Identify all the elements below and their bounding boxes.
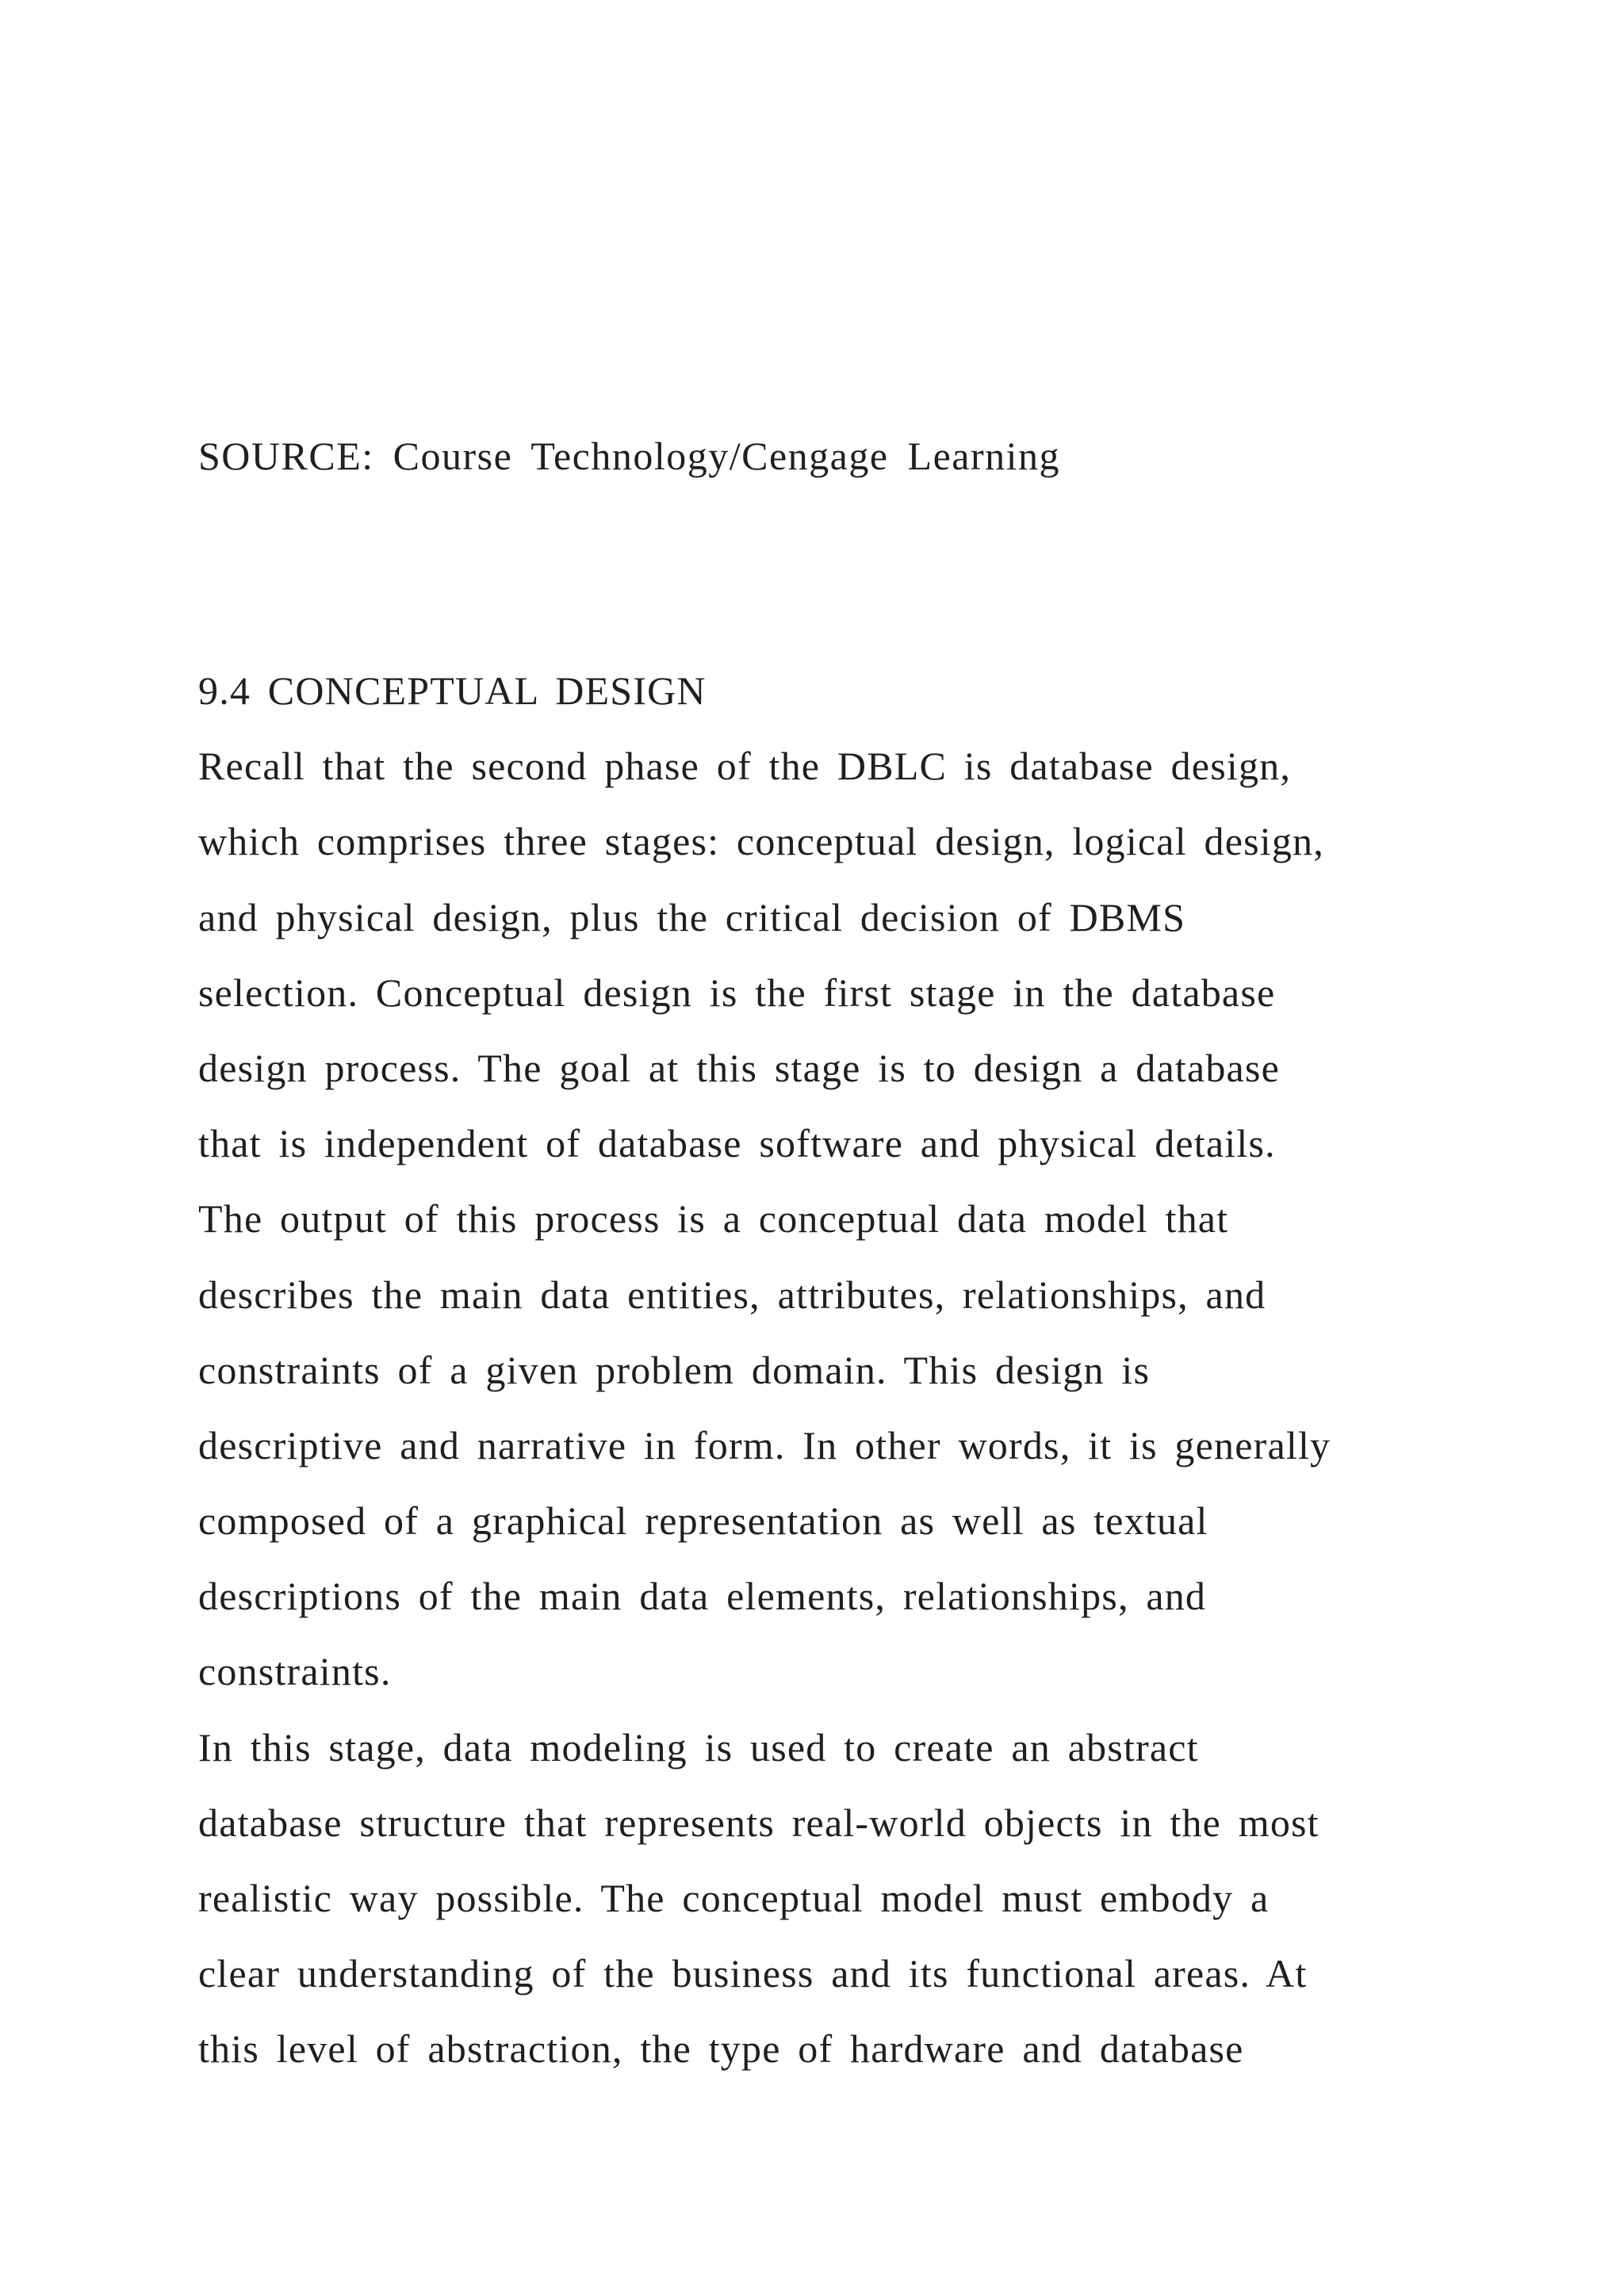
body-line-3: and physical design, plus the critical decision of DBMS xyxy=(198,894,1186,939)
body-line-11: composed of a graphical representation as well as textual xyxy=(198,1498,1208,1544)
body-line-1: Recall that the second phase of the DBLC is database design, xyxy=(198,744,1292,789)
section-heading: 9.4 CONCEPTUAL DESIGN xyxy=(198,668,707,713)
body-line-7: The output of this process is a conceptual data model that xyxy=(198,1196,1229,1242)
body-line-5: design process. The goal at this stage is to design a database xyxy=(198,1045,1280,1090)
source-credit: SOURCE: Course Technology/Cengage Learning xyxy=(198,434,1061,478)
body-line-10: descriptive and narrative in form. In other words, it is generally xyxy=(198,1422,1331,1468)
body-line-13: constraints. xyxy=(198,1649,392,1694)
body-line-6: that is independent of database software and physical details. xyxy=(198,1121,1276,1166)
body-line-17: clear understanding of the business and its functional areas. At xyxy=(198,1951,1308,1996)
body-line-14: In this stage, data modeling is used to create an abstract xyxy=(198,1724,1199,1770)
body-line-2: which comprises three stages: conceptual design, logical design, xyxy=(198,819,1324,864)
body-line-12: descriptions of the main data elements, relationships, and xyxy=(198,1574,1207,1619)
body-line-4: selection. Conceptual design is the first stage in the database xyxy=(198,970,1276,1015)
body-line-18: this level of abstraction, the type of hardware and database xyxy=(198,2026,1244,2072)
body-line-9: constraints of a given problem domain. This design is xyxy=(198,1347,1151,1392)
body-line-8: describes the main data entities, attributes, relationships, and xyxy=(198,1272,1266,1317)
body-line-15: database structure that represents real-world objects in the most xyxy=(198,1800,1320,1845)
section-content xyxy=(198,663,1546,2097)
body-line-16: realistic way possible. The conceptual model must embody a xyxy=(198,1876,1270,1920)
